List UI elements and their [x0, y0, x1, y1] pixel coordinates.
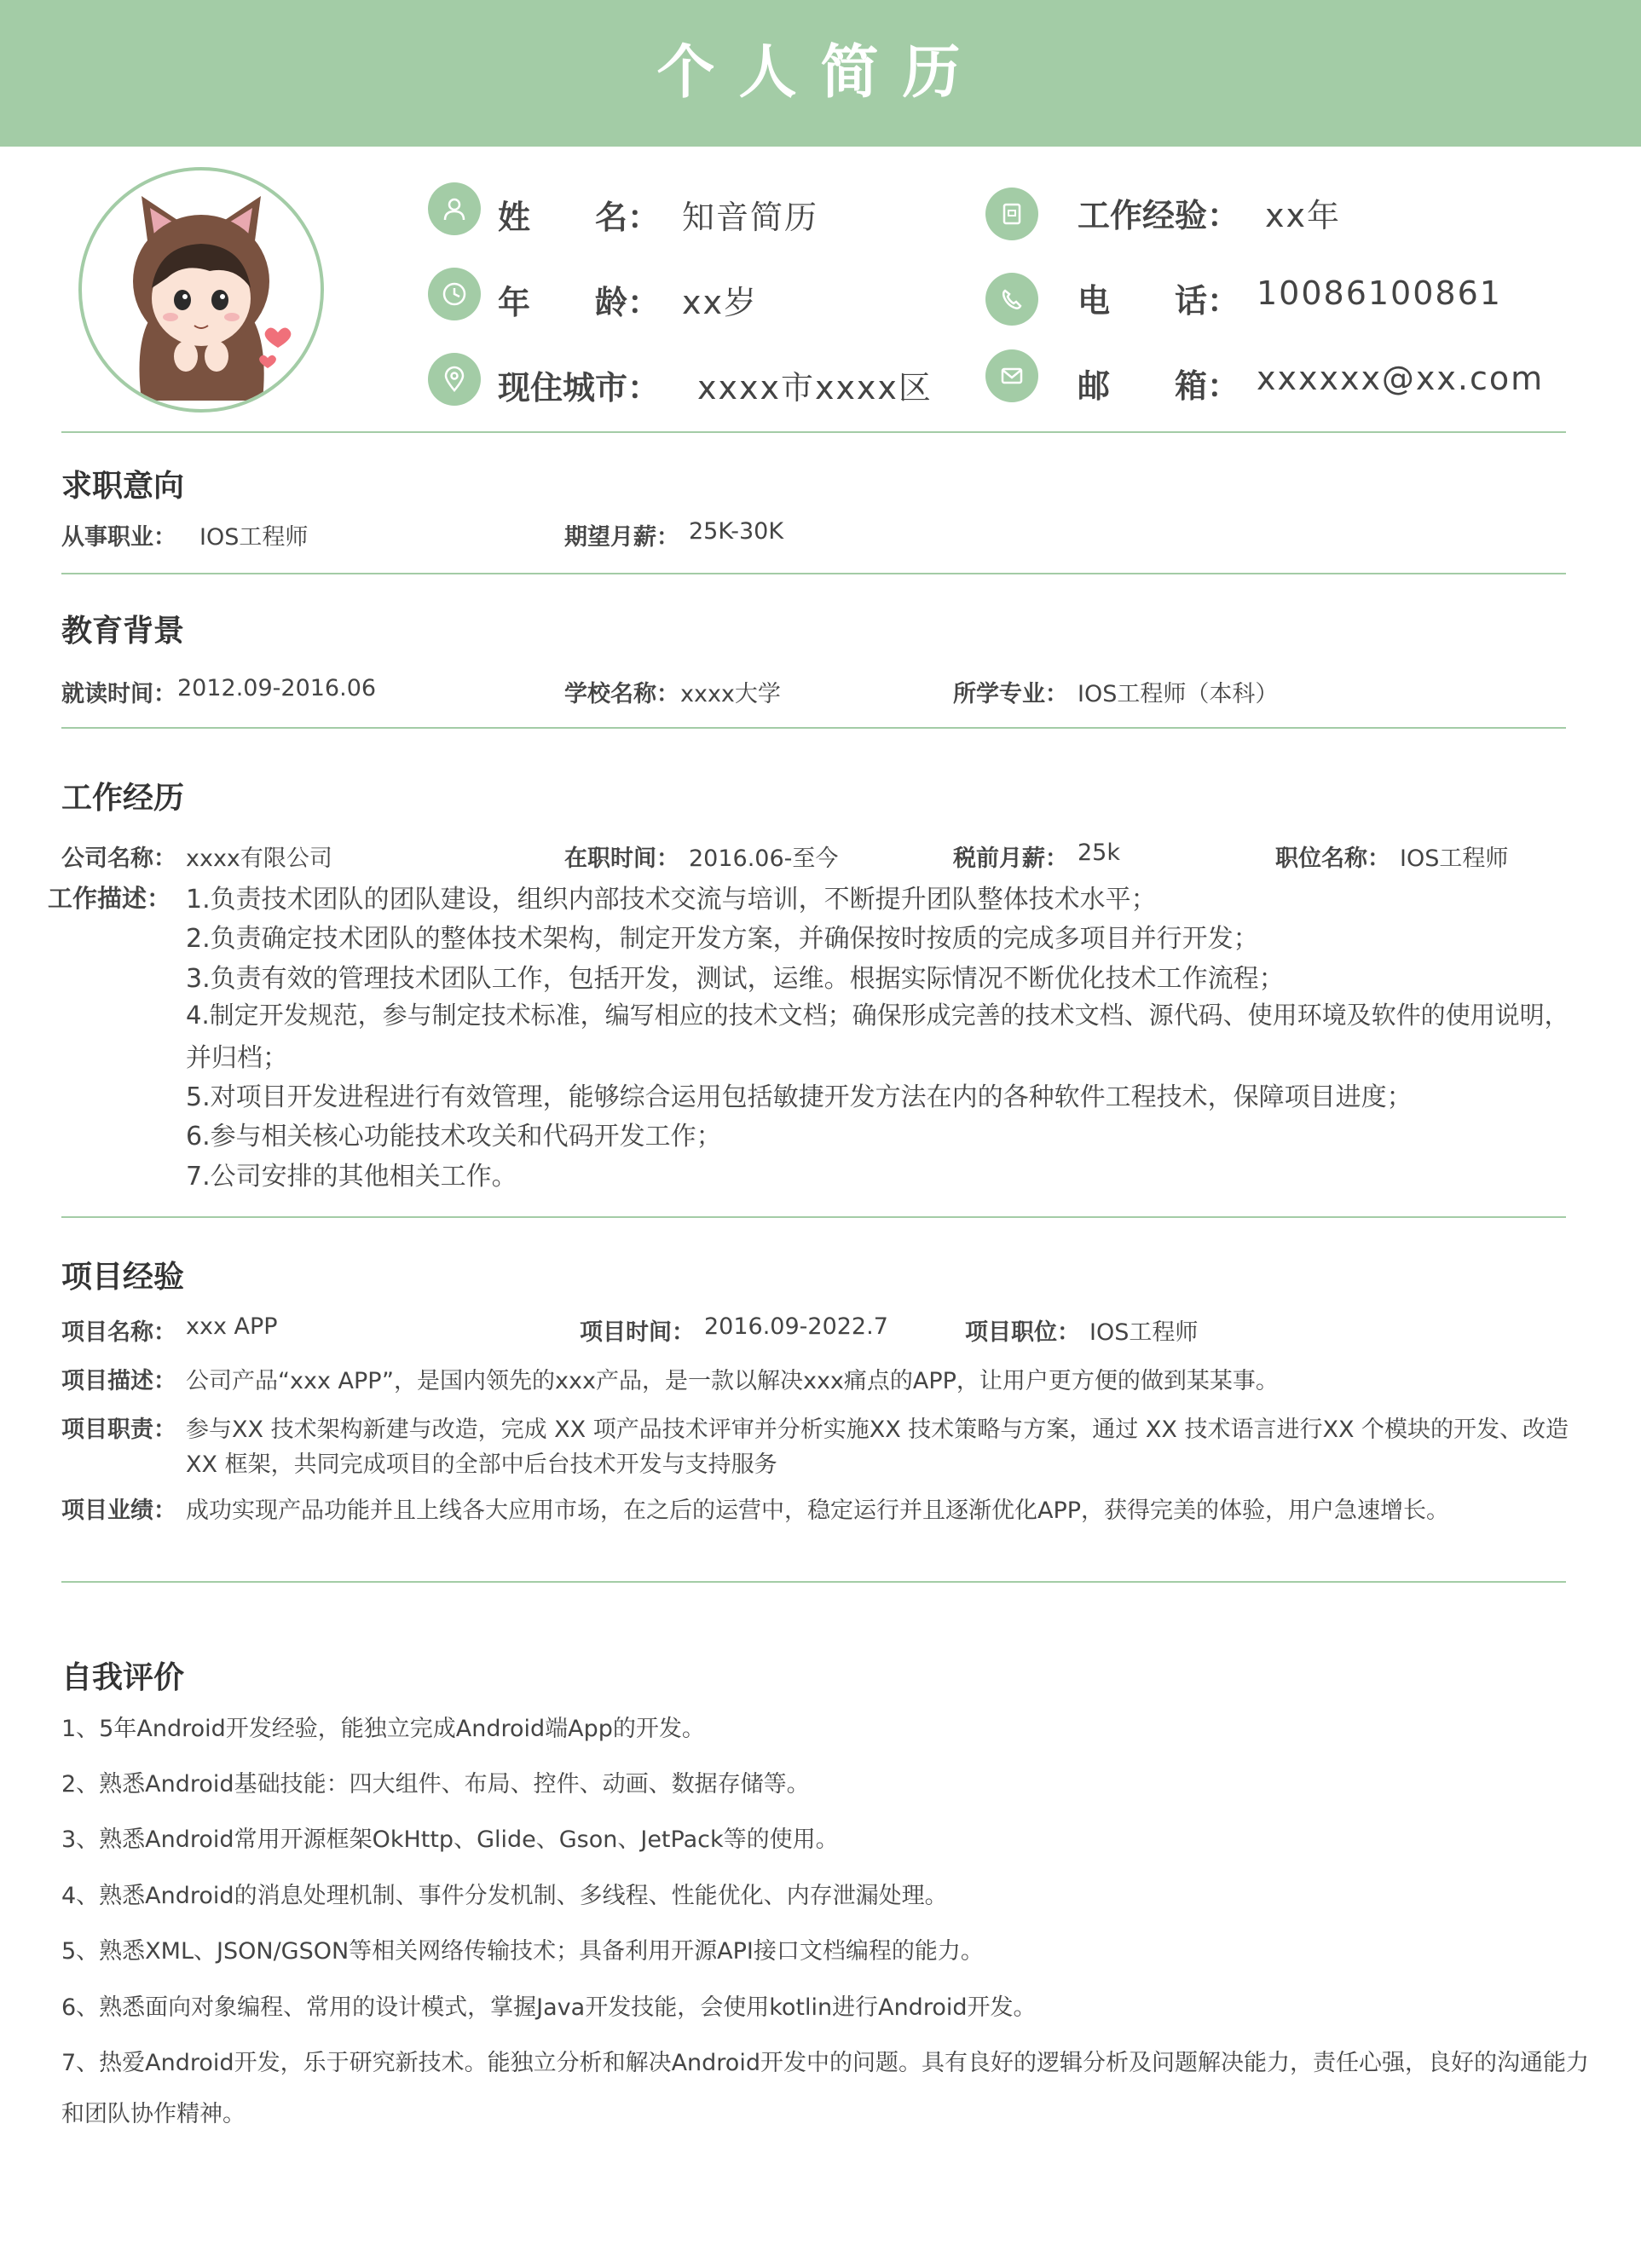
divider	[61, 431, 1566, 433]
education-title: 教育背景	[61, 614, 185, 649]
expected-salary-label: 期望月薪：	[564, 524, 679, 551]
position-value: IOS工程师	[1400, 845, 1509, 872]
company-label: 公司名称：	[61, 845, 176, 872]
project-duty-label: 项目职责：	[61, 1417, 176, 1443]
work-desc-line: 3.负责有效的管理技术团队工作，包括开发，测试，运维。根据实际情况不断优化技术工作流程；	[186, 964, 1285, 994]
project-role-label: 项目职位：	[965, 1319, 1080, 1346]
school-value: xxxx大学	[680, 681, 781, 707]
avatar-illustration	[82, 170, 321, 409]
self-eval-item: 2、熟悉Android基础技能：四大组件、布局、控件、动画、数据存储等。	[61, 1771, 810, 1798]
project-desc-value: 公司产品“xxx APP”，是国内领先的xxx产品，是一款以解决xxx痛点的APP，让用户更方便的做到某某事。	[186, 1368, 1279, 1394]
city-value: xxxx市xxxx区	[697, 369, 933, 407]
self-eval-item: 6、熟悉面向对象编程、常用的设计模式，掌握Java开发技能，会使用kotlin进行Android开发。	[61, 1994, 1037, 2021]
major-label: 所学专业：	[953, 681, 1068, 707]
phone-icon	[985, 273, 1038, 326]
study-period-label: 就读时间：	[61, 681, 176, 707]
age-value: xx岁	[682, 284, 758, 321]
project-duty-line: XX 框架，共同完成项目的全部中后台技术开发与支持服务	[186, 1451, 777, 1478]
briefcase-icon	[985, 188, 1038, 240]
project-name-label: 项目名称：	[61, 1319, 176, 1346]
project-role-value: IOS工程师	[1089, 1319, 1199, 1346]
location-pin-icon	[428, 353, 481, 406]
position-label: 职位名称：	[1275, 845, 1390, 872]
work-title: 工作经历	[61, 781, 185, 816]
email-label: 邮 箱：	[1078, 367, 1240, 405]
work-desc-line: 4.制定开发规范，参与制定技术标准，编写相应的技术文档；确保形成完善的技术文档、源代码、使用环境及软件的使用说明，	[186, 1001, 1569, 1030]
tenure-value: 2016.06-至今	[689, 845, 839, 872]
project-result-label: 项目业绩：	[61, 1498, 176, 1524]
work-desc-line: 并归档；	[186, 1043, 288, 1073]
pretax-salary-value: 25k	[1078, 840, 1120, 866]
self-eval-item: 1、5年Android开发经验，能独立完成Android端App的开发。	[61, 1716, 705, 1742]
experience-label: 工作经验：	[1078, 197, 1240, 234]
work-desc-line: 1.负责技术团队的团队建设，组织内部技术交流与培训，不断提升团队整体技术水平；	[186, 885, 1157, 915]
work-desc-label: 工作描述：	[48, 884, 172, 913]
occupation-value: IOS工程师	[199, 524, 309, 551]
user-icon	[428, 182, 481, 235]
project-period-label: 项目时间：	[580, 1319, 695, 1346]
job-intention-title: 求职意向	[61, 469, 185, 504]
page-title: 个人简历	[656, 39, 985, 107]
name-value: 知音简历	[682, 199, 819, 236]
name-label: 姓 名：	[498, 199, 661, 236]
occupation-label: 从事职业：	[61, 524, 176, 551]
self-eval-title: 自我评价	[61, 1660, 185, 1695]
age-label: 年 龄：	[498, 284, 661, 321]
company-value: xxxx有限公司	[186, 845, 332, 872]
pretax-salary-label: 税前月薪：	[953, 845, 1068, 872]
email-value: xxxxxx@xx.com	[1257, 360, 1545, 397]
self-eval-item: 和团队协作精神。	[61, 2101, 246, 2127]
clock-icon	[428, 268, 481, 320]
experience-value: xx年	[1265, 197, 1341, 234]
city-label: 现住城市：	[498, 369, 661, 407]
work-desc-line: 7.公司安排的其他相关工作。	[186, 1162, 517, 1192]
divider	[61, 727, 1566, 729]
divider	[61, 1216, 1566, 1218]
self-eval-item: 3、熟悉Android常用开源框架OkHttp、Glide、Gson、JetPack等的使用。	[61, 1827, 839, 1853]
school-label: 学校名称：	[564, 681, 679, 707]
self-eval-item: 7、热爱Android开发，乐于研究新技术。能独立分析和解决Android开发中的问题。具有良好的逻辑分析及问题解决能力，责任心强，良好的沟通能力	[61, 2050, 1589, 2076]
divider	[61, 1581, 1566, 1583]
project-result-value: 成功实现产品功能并且上线各大应用市场，在之后的运营中，稳定运行并且逐渐优化APP，获得完美的体验，用户急速增长。	[186, 1498, 1450, 1524]
project-title: 项目经验	[61, 1260, 185, 1295]
work-desc-line: 6.参与相关核心功能技术攻关和代码开发工作；	[186, 1122, 722, 1151]
project-desc-label: 项目描述：	[61, 1368, 176, 1394]
project-period-value: 2016.09-2022.7	[704, 1313, 888, 1340]
project-duty-line: 参与XX 技术架构新建与改造，完成 XX 项产品技术评审并分析实施XX 技术策略与方案，通过 XX 技术语言进行XX 个模块的开发、改造	[186, 1417, 1569, 1443]
phone-value: 10086100861	[1257, 274, 1502, 312]
divider	[61, 573, 1566, 574]
work-desc-line: 5.对项目开发进程进行有效管理，能够综合运用包括敏捷开发方法在内的各种软件工程技术，保障项目进度；	[186, 1082, 1413, 1112]
study-period-value: 2012.09-2016.06	[177, 675, 377, 701]
tenure-label: 在职时间：	[564, 845, 679, 872]
major-value: IOS工程师（本科）	[1078, 681, 1279, 707]
self-eval-item: 4、熟悉Android的消息处理机制、事件分发机制、多线程、性能优化、内存泄漏处理。	[61, 1883, 948, 1909]
self-eval-item: 5、熟悉XML、JSON/GSON等相关网络传输技术；具备利用开源API接口文档编程的能力。	[61, 1938, 984, 1965]
expected-salary-value: 25K-30K	[689, 518, 784, 545]
work-desc-line: 2.负责确定技术团队的整体技术架构，制定开发方案，并确保按时按质的完成多项目并行开发；	[186, 924, 1259, 954]
avatar	[78, 167, 324, 413]
phone-label: 电 话：	[1078, 282, 1240, 320]
project-name-value: xxx APP	[186, 1313, 278, 1340]
mail-icon	[985, 349, 1038, 402]
